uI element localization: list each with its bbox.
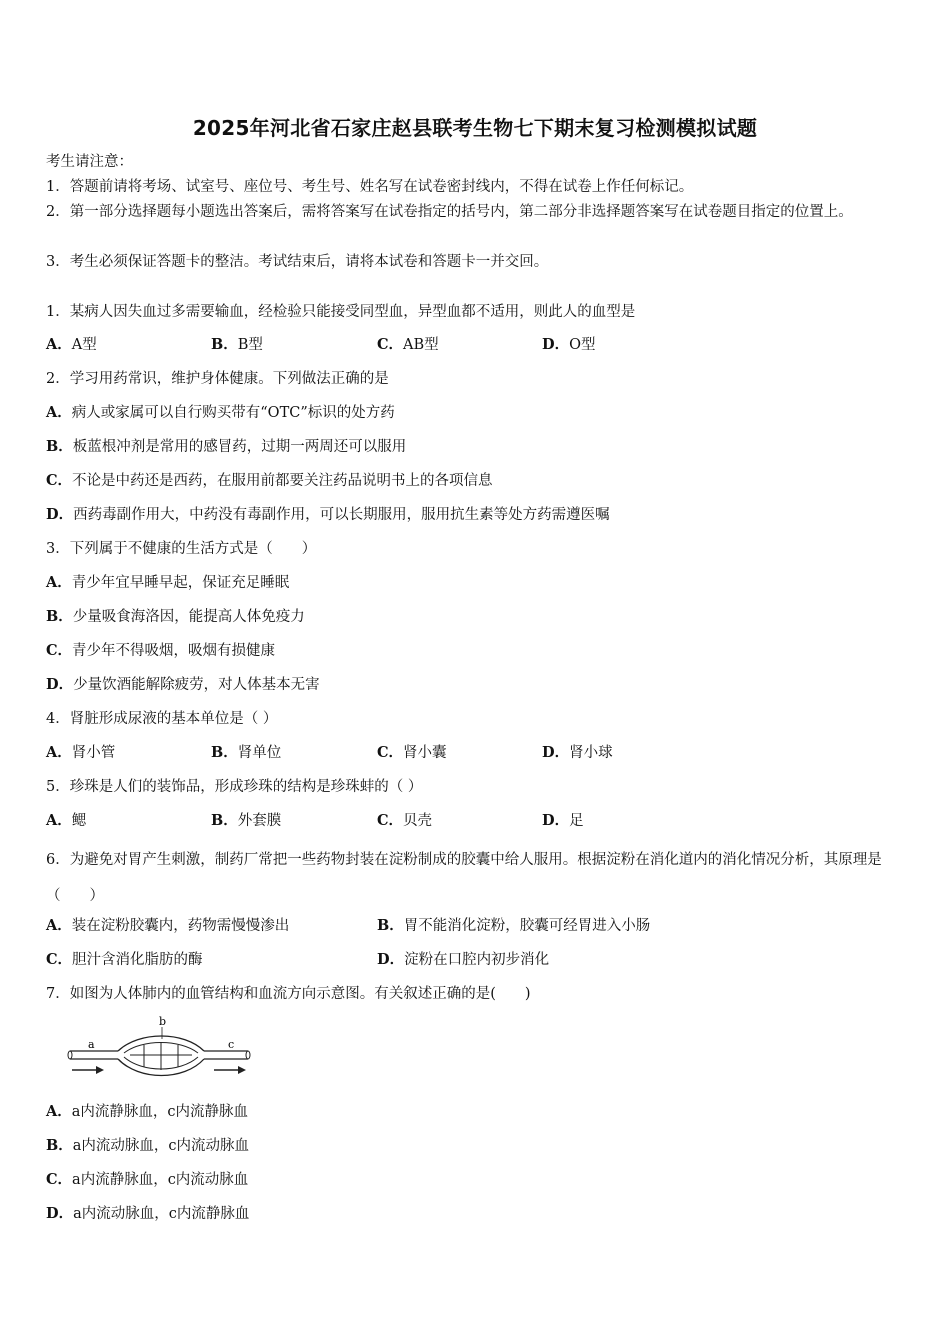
option[interactable] xyxy=(46,437,406,457)
option-label: A． xyxy=(46,812,72,829)
option-text: 青少年宜早睡早起，保证充足睡眠 xyxy=(71,575,290,591)
option[interactable] xyxy=(46,505,610,525)
option-label: A． xyxy=(46,336,72,353)
option-label: C． xyxy=(377,812,404,829)
option[interactable] xyxy=(46,607,305,627)
label-b: b xyxy=(159,1015,167,1028)
option-label: B． xyxy=(211,744,238,761)
option[interactable] xyxy=(46,1170,248,1190)
option-label: D． xyxy=(542,744,570,761)
page-title: 2025年河北省石家庄赵县联考生物七下期末复习检测模拟试题 xyxy=(192,116,758,140)
option[interactable] xyxy=(211,811,281,831)
option[interactable] xyxy=(46,1102,248,1122)
option[interactable] xyxy=(542,335,595,355)
vessel-c-end xyxy=(246,1051,250,1059)
option[interactable] xyxy=(377,950,549,970)
option-label: B． xyxy=(46,608,73,625)
option-text: 肾小管 xyxy=(71,745,116,761)
option-label: D． xyxy=(46,676,74,693)
option-text: 病人或家属可以自行购买带有“OTC”标识的处方药 xyxy=(71,405,395,421)
option-text: 少量饮酒能解除疲劳，对人体基本无害 xyxy=(73,677,320,693)
option-label: D． xyxy=(377,951,405,968)
option-text: 淀粉在口腔内初步消化 xyxy=(404,952,550,968)
option-text: 胃不能消化淀粉，胶囊可经胃进入小肠 xyxy=(403,918,651,934)
lung-blood-vessel-figure xyxy=(44,1015,254,1089)
question-stem: 1．某病人因失血过多需要输血，经检验只能接受同型血，异型血都不适用，则此人的血型是 xyxy=(46,304,636,320)
label-c: c xyxy=(228,1038,235,1051)
question-stem: 2．学习用药常识，维护身体健康。下列做法正确的是 xyxy=(46,371,389,387)
option-label: C． xyxy=(46,1171,73,1188)
option[interactable] xyxy=(46,335,97,355)
option[interactable] xyxy=(211,743,281,763)
option-text: 装在淀粉胶囊内，药物需慢慢渗出 xyxy=(71,918,290,934)
option-text: 少量吸食海洛因，能提高人体免疫力 xyxy=(72,609,305,625)
option-text: 肾小囊 xyxy=(403,745,447,761)
option-text: 肾单位 xyxy=(237,745,282,761)
option-label: B． xyxy=(211,812,238,829)
option[interactable] xyxy=(46,1136,249,1156)
option-label: C． xyxy=(377,744,404,761)
option-label: B． xyxy=(46,1137,73,1154)
label-a: a xyxy=(88,1038,95,1051)
option-label: D． xyxy=(542,336,570,353)
option-label: A． xyxy=(46,574,72,591)
option-label: D． xyxy=(46,506,74,523)
flow-arrow-right-head xyxy=(238,1066,246,1074)
option[interactable] xyxy=(211,335,263,355)
option-label: A． xyxy=(46,744,72,761)
option[interactable] xyxy=(46,675,320,695)
option-text: B型 xyxy=(237,337,263,353)
option-text: A型 xyxy=(71,337,97,353)
option-text: 青少年不得吸烟，吸烟有损健康 xyxy=(72,643,276,659)
option[interactable] xyxy=(46,811,86,831)
notice-heading: 考生请注意： xyxy=(46,154,133,170)
option-label: D． xyxy=(46,1205,74,1222)
option-text: 贝壳 xyxy=(403,813,433,829)
option[interactable] xyxy=(46,641,275,661)
option[interactable] xyxy=(46,916,289,936)
option-text: a内流静脉血，c内流动脉血 xyxy=(72,1172,249,1188)
flow-arrow-left-head xyxy=(96,1066,104,1074)
option-label: B． xyxy=(377,917,404,934)
option-text: AB型 xyxy=(403,337,439,353)
option[interactable] xyxy=(542,811,584,831)
option[interactable] xyxy=(377,916,650,936)
option-text: 外套膜 xyxy=(237,813,282,829)
option-label: A． xyxy=(46,917,72,934)
vessel-a-end xyxy=(68,1051,72,1059)
option[interactable] xyxy=(46,573,289,593)
option[interactable] xyxy=(46,743,115,763)
option-text: 足 xyxy=(569,813,584,829)
option-label: C． xyxy=(46,642,73,659)
option-label: B． xyxy=(46,438,73,455)
option-label: D． xyxy=(542,812,570,829)
option[interactable] xyxy=(46,403,395,423)
option-text: a内流动脉血，c内流动脉血 xyxy=(72,1138,250,1154)
option-label: A． xyxy=(46,1103,72,1120)
option-text: 不论是中药还是西药，在服用前都要关注药品说明书上的各项信息 xyxy=(72,473,493,489)
option[interactable] xyxy=(46,471,493,491)
question-stem: 6．为避免对胃产生刺激，制药厂常把一些药物封装在淀粉制成的胶囊中给人服用。根据淀粉在消化道内的消化情况分析，其原理是（ ） xyxy=(46,852,882,904)
option[interactable] xyxy=(377,335,439,355)
option[interactable] xyxy=(542,743,613,763)
option[interactable] xyxy=(46,950,203,970)
option-label: C． xyxy=(46,472,73,489)
question-stem: 7．如图为人体肺内的血管结构和血流方向示意图。有关叙述正确的是( ) xyxy=(46,986,531,1002)
option-text: 肾小球 xyxy=(569,745,613,761)
option-text: 西药毒副作用大，中药没有毒副作用，可以长期服用，服用抗生素等处方药需遵医嘱 xyxy=(73,507,610,523)
notice-item: 1．答题前请将考场、试室号、座位号、考生号、姓名写在试卷密封线内，不得在试卷上作任何标记。 xyxy=(46,179,694,195)
notice-item: 3．考生必须保证答题卡的整洁。考试结束后，请将本试卷和答题卡一并交回。 xyxy=(46,254,549,270)
option-label: C． xyxy=(377,336,404,353)
option-text: 鳃 xyxy=(71,813,87,829)
question-stem: 5．珍珠是人们的装饰品，形成珍珠的结构是珍珠蚌的（ ） xyxy=(46,779,423,795)
option-text: a内流动脉血，c内流静脉血 xyxy=(73,1206,250,1222)
option-label: B． xyxy=(211,336,238,353)
question-stem: 4．肾脏形成尿液的基本单位是（ ） xyxy=(46,711,278,727)
option-text: O型 xyxy=(569,337,596,353)
option[interactable] xyxy=(377,811,432,831)
notice-item: 2．第一部分选择题每小题选出答案后，需将答案写在试卷指定的括号内，第二部分非选择题答案写在试卷题目指定的位置上。 xyxy=(46,204,853,220)
option-label: C． xyxy=(46,951,73,968)
option-text: a内流静脉血，c内流静脉血 xyxy=(71,1104,249,1120)
option-text: 胆汁含消化脂肪的酶 xyxy=(72,952,203,968)
option[interactable] xyxy=(377,743,447,763)
option-text: 板蓝根冲剂是常用的感冒药，过期一两周还可以服用 xyxy=(72,439,407,455)
question-stem: 3．下列属于不健康的生活方式是（ ） xyxy=(46,541,317,557)
option-label: A． xyxy=(46,404,72,421)
option[interactable] xyxy=(46,1204,249,1224)
